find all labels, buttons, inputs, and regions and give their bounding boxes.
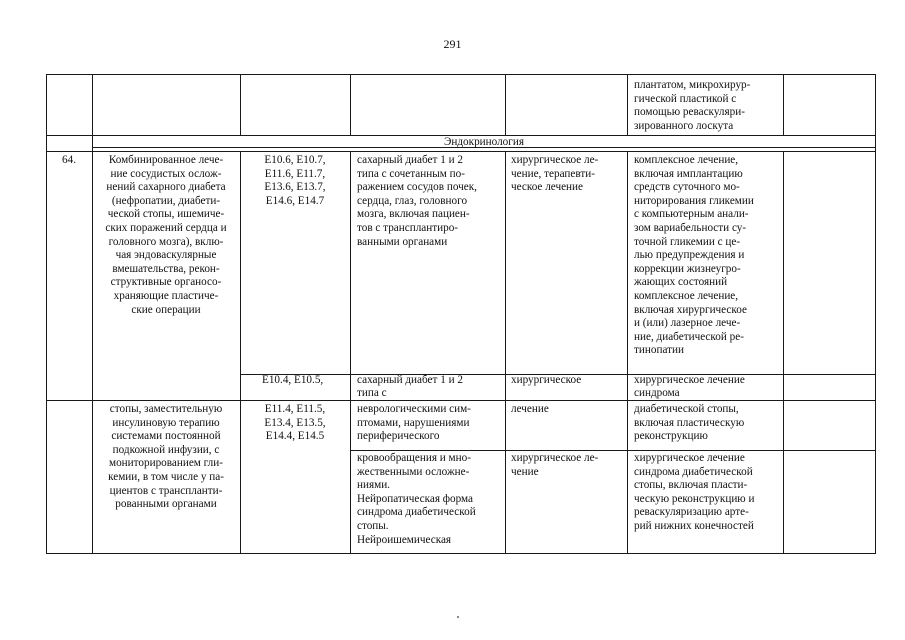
third-row-patient-model: неврологическими сим- птомами, нарушениями периферического (357, 403, 471, 443)
table-rule (240, 74, 241, 136)
scan-dot (457, 616, 459, 618)
second-row-method: хирургическое лечение синдрома (634, 374, 745, 399)
table-rule (350, 151, 351, 554)
page-number: 291 (443, 37, 462, 51)
third-row-name: стопы, заместительную инсулиновую терапию системами постоянной подкожной инфузии, с мониторированием гли- кемии, в том числе у па- циентов с транспланти- рованными органами (108, 403, 224, 511)
fourth-row-treatment-type: хирургическое ле- чение (511, 452, 599, 478)
fourth-row-patient-model: кровообращения и мно- жественными осложне- ниями. Нейропатическая форма синдрома диабетической стопы. Нейроишемическая (357, 452, 476, 546)
table-rule (783, 74, 784, 136)
main-row-name: Комбинированное лече- ние сосудистых ослож- нений сахарного диабета (нефропатии, диабети- ческой стопы, ишемиче- ских поражений сердца и головного мозга), вклю- чая эндоваскулярные вмешательства, рекон- структивные органосо- храняющие пластиче- ские операции (105, 154, 227, 316)
row-number: 64. (62, 154, 76, 166)
top-row-treatment: плантатом, микрохирур- гической пластикой с помощью реваскуляри- зированного лоскута (634, 79, 751, 132)
second-row-codes: E10.4, E10.5, (262, 374, 324, 386)
table-rule (350, 74, 351, 136)
table-rule (505, 151, 506, 554)
second-row-treatment-type: хирургическое (511, 374, 582, 386)
main-row-patient-model: сахарный диабет 1 и 2 типа с сочетанным по- ражением сосудов почек, сердца, глаз, головного мозга, включая пациен- тов с трансплантиро- ванными органами (357, 154, 477, 248)
main-row-treatment-type: хирургическое ле- чение, терапевти- ческое лечение (511, 154, 599, 194)
table-rule (46, 74, 47, 554)
third-row-codes: E11.4, E11.5, E13.4, E13.5, E14.4, E14.5 (264, 403, 326, 443)
third-row-method: диабетической стопы, включая пластическую реконструкцию (634, 403, 745, 443)
table-rule (505, 74, 506, 136)
second-row-patient-model: сахарный диабет 1 и 2 типа с (357, 374, 463, 399)
main-row-method: комплексное лечение, включая имплантацию средств суточного мо- ниторирования гликемии с компьютерным анали- зом вариабельности су- точной гликемии с це- лью предупреждения и коррекции жизнеугро- жающих состояний комплексное лечение, включая хирургическое и (или) лазерное лече- ние, диабетической ре- тинопатии (634, 154, 754, 357)
table-rule (627, 74, 628, 136)
main-row-codes: E10.6, E10.7, E11.6, E11.7, E13.6, E13.7, E14.6, E14.7 (264, 154, 326, 207)
table-rule (46, 553, 876, 554)
third-row-treatment-type: лечение (511, 403, 549, 415)
table-rule (46, 151, 876, 152)
table-rule (783, 151, 784, 554)
table-rule (627, 151, 628, 554)
table-rule (46, 74, 876, 75)
fourth-row-method: хирургическое лечение синдрома диабетической стопы, включая пласти- ческую реконструкцию и реваскуляризацию арте- рий нижних конечностей (634, 452, 755, 532)
table-rule (350, 450, 876, 451)
table-rule (240, 151, 241, 554)
table-rule (46, 400, 876, 401)
section-title: Эндокринология (443, 136, 524, 148)
